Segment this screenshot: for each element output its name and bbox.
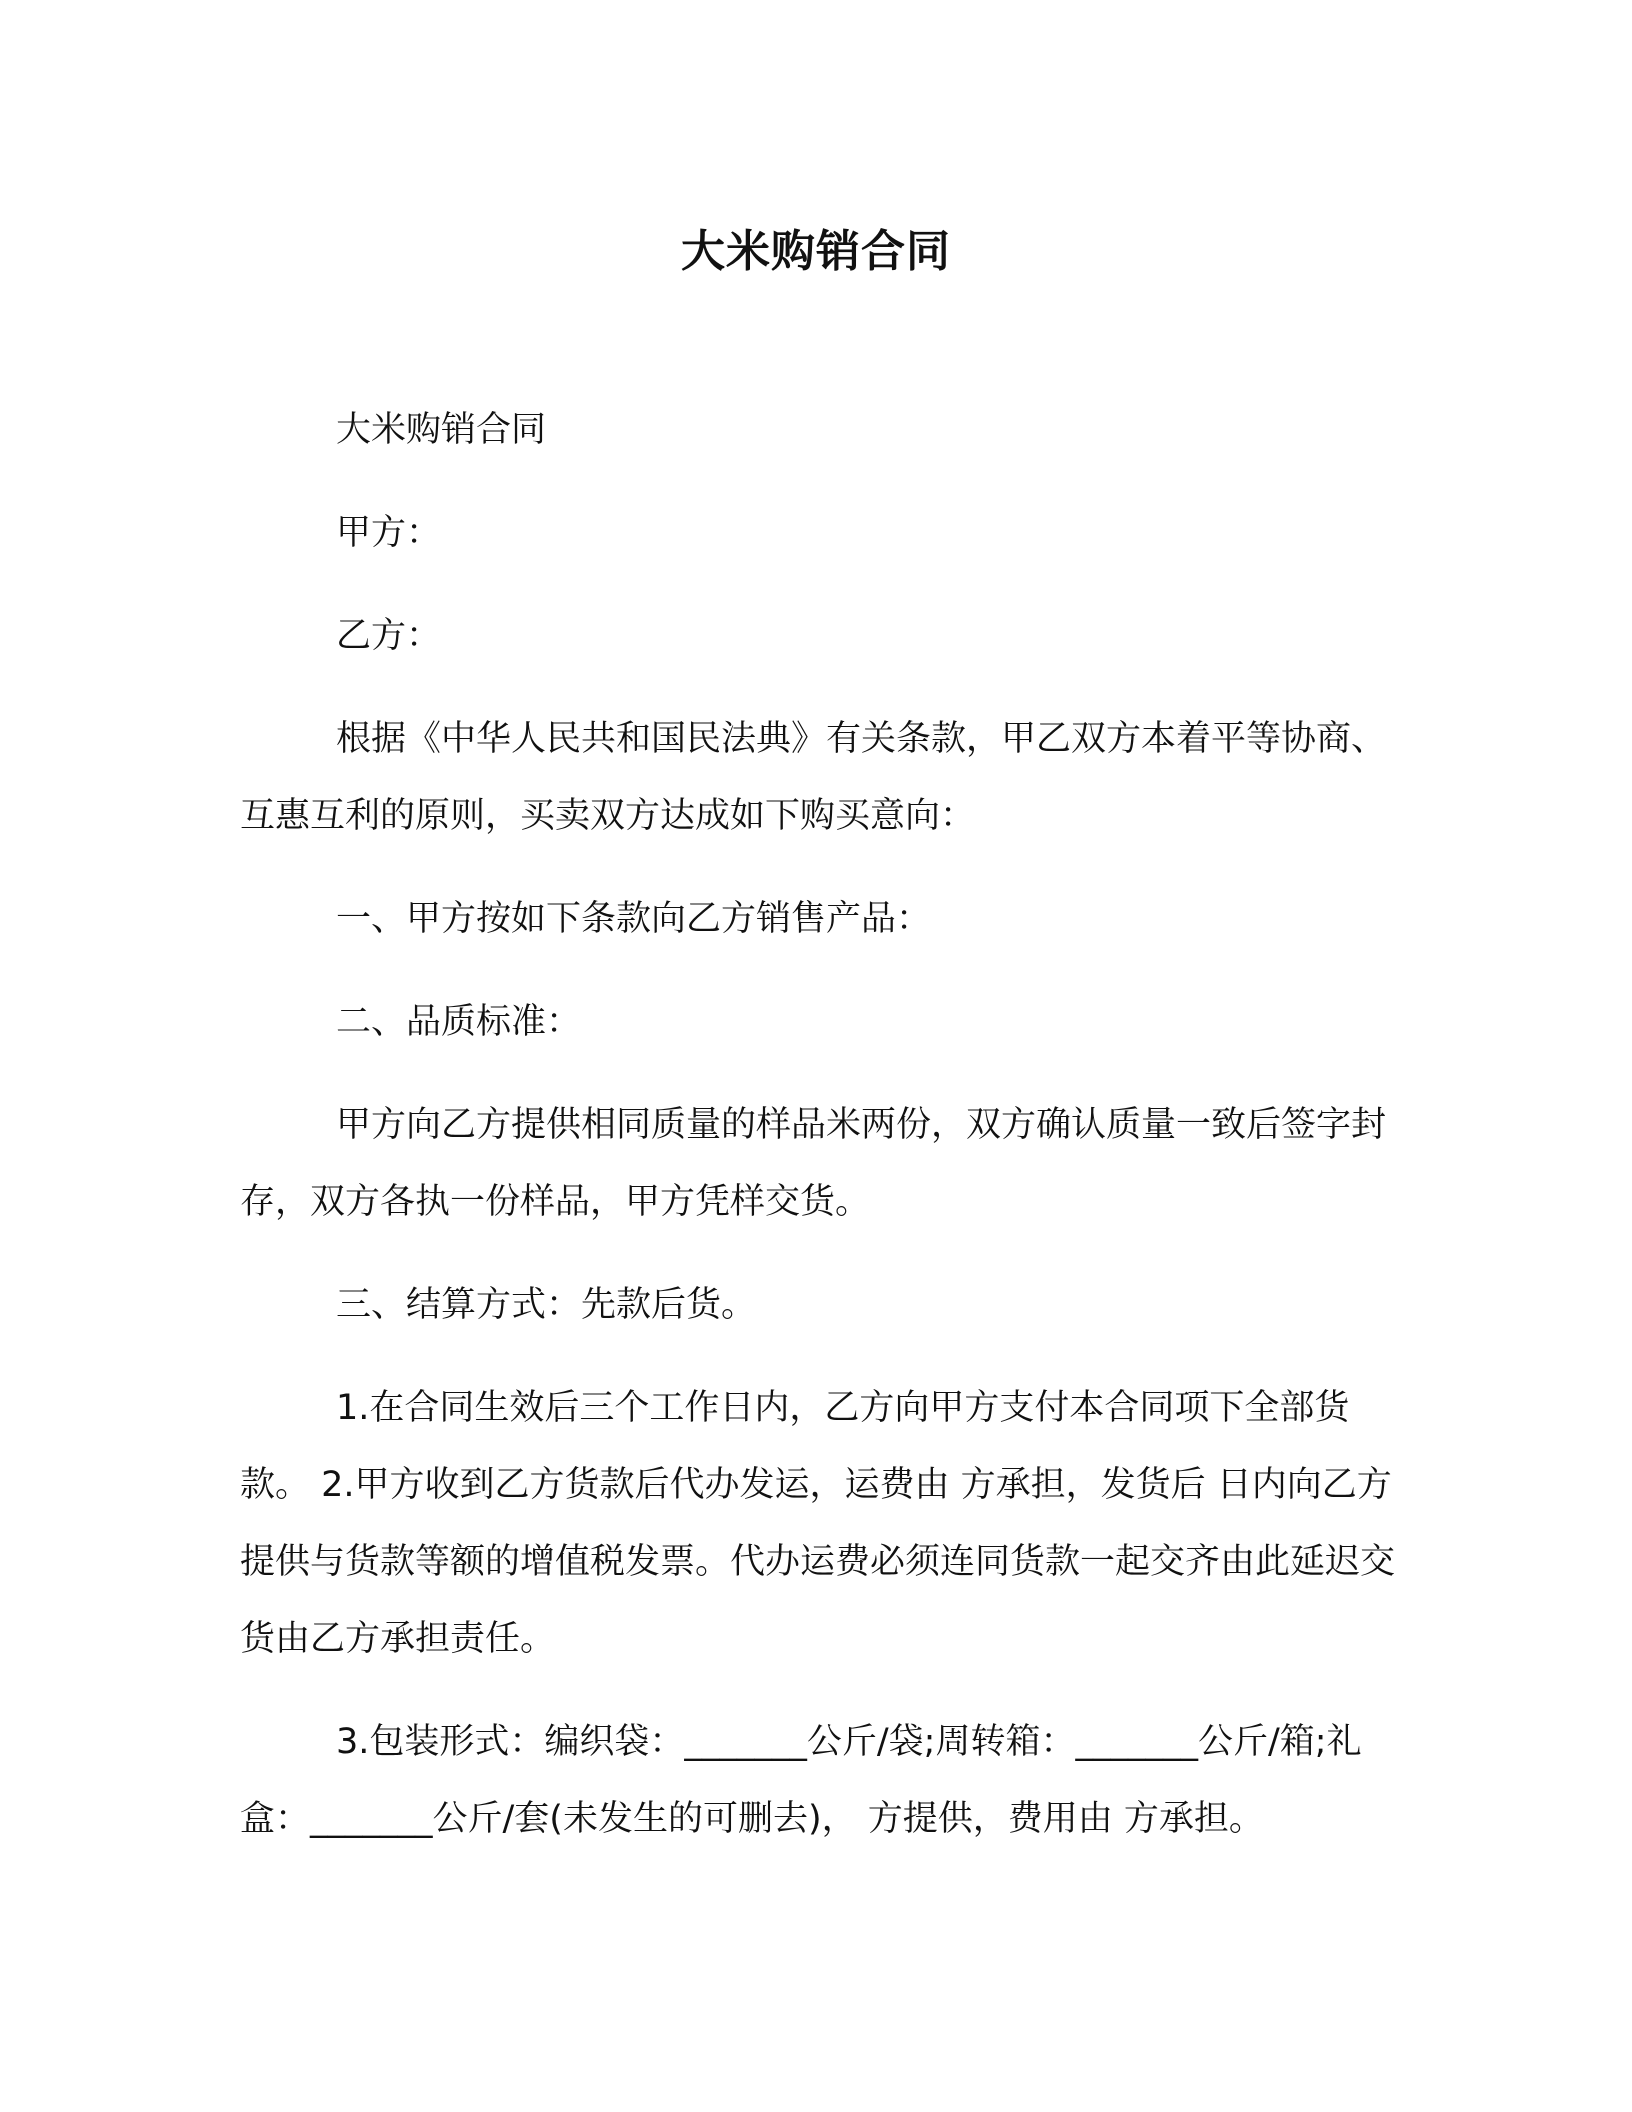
party-b-line: 乙方： xyxy=(336,616,442,656)
document-title: 大米购销合同 xyxy=(681,226,951,277)
section-2-heading: 二、品质标准： xyxy=(336,1002,582,1042)
party-a-line: 甲方： xyxy=(336,513,442,553)
payment-terms-paragraph: 1.在合同生效后三个工作日内，乙方向甲方支付本合同项下全部货款。 2.甲方收到乙方货款后代办发运，运费由 方承担，发货后 日内向乙方提供与货款等额的增值税发票。代办运费必须连同货款一起交齐由此延迟交货由乙方承担责任。 xyxy=(240,1388,1396,1659)
contract-heading: 大米购销合同 xyxy=(336,410,547,450)
quality-standard-paragraph: 甲方向乙方提供相同质量的样品米两份，双方确认质量一致后签字封存，双方各执一份样品，甲方凭样交货。 xyxy=(240,1105,1387,1222)
document-body xyxy=(240,392,1400,1884)
packaging-paragraph: 3.包装形式：编织袋：_______公斤/袋;周转箱：_______公斤/箱;礼盒：_______公斤/套(未发生的可删去)， 方提供，费用由 方承担。 xyxy=(240,1722,1362,1839)
section-1-heading: 一、甲方按如下条款向乙方销售产品： xyxy=(336,899,932,939)
preamble-paragraph: 根据《中华人民共和国民法典》有关条款，甲乙双方本着平等协商、互惠互利的原则，买卖双方达成如下购买意向： xyxy=(240,719,1387,836)
section-3-heading: 三、结算方式：先款后货。 xyxy=(336,1285,757,1325)
